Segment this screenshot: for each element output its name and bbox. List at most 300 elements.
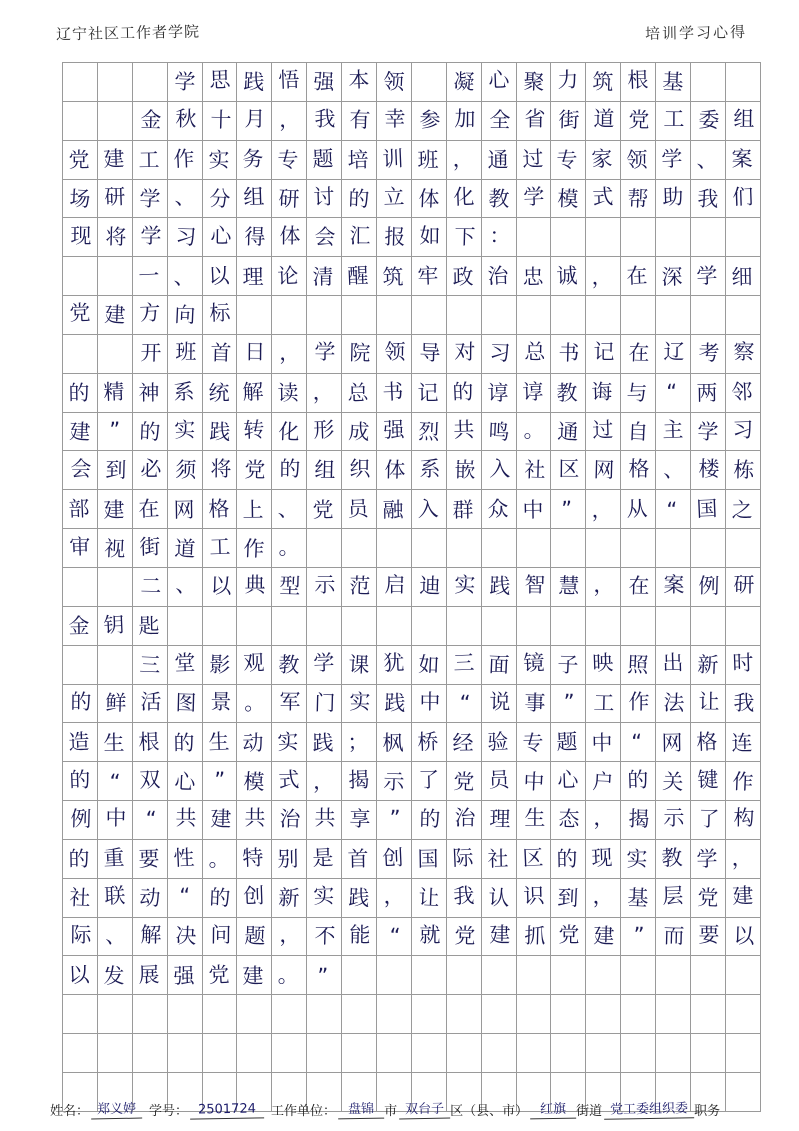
- grid-cell[interactable]: [446, 917, 481, 956]
- grid-cell[interactable]: [237, 140, 272, 179]
- grid-cell[interactable]: [272, 257, 307, 296]
- grid-cell[interactable]: [167, 801, 202, 840]
- grid-cell[interactable]: [586, 684, 621, 723]
- grid-cell[interactable]: [237, 218, 272, 257]
- grid-cell[interactable]: [63, 490, 98, 529]
- grid-cell[interactable]: [132, 296, 167, 335]
- grid-cell[interactable]: [586, 645, 621, 684]
- grid-cell[interactable]: [446, 334, 481, 373]
- grid-cell[interactable]: [586, 1034, 621, 1073]
- grid-cell[interactable]: [307, 412, 342, 451]
- grid-cell[interactable]: [516, 839, 551, 878]
- grid-cell[interactable]: [202, 917, 237, 956]
- grid-cell[interactable]: [237, 1034, 272, 1073]
- grid-cell[interactable]: [586, 606, 621, 645]
- grid-cell[interactable]: [446, 451, 481, 490]
- grid-cell[interactable]: [97, 684, 132, 723]
- grid-cell[interactable]: [446, 490, 481, 529]
- grid-cell[interactable]: [411, 684, 446, 723]
- grid-cell[interactable]: [202, 684, 237, 723]
- grid-cell[interactable]: [167, 956, 202, 995]
- grid-cell[interactable]: [342, 567, 377, 606]
- grid-cell[interactable]: [551, 684, 586, 723]
- grid-cell[interactable]: [656, 412, 691, 451]
- grid-cell[interactable]: [167, 684, 202, 723]
- grid-cell[interactable]: [446, 995, 481, 1034]
- grid-cell[interactable]: [586, 257, 621, 296]
- grid-cell[interactable]: [481, 878, 516, 917]
- grid-cell[interactable]: [97, 995, 132, 1034]
- grid-cell[interactable]: [63, 179, 98, 218]
- grid-cell[interactable]: [551, 140, 586, 179]
- grid-cell[interactable]: [202, 412, 237, 451]
- grid-cell[interactable]: [272, 451, 307, 490]
- grid-cell[interactable]: [237, 956, 272, 995]
- grid-cell[interactable]: [307, 878, 342, 917]
- grid-cell[interactable]: [167, 179, 202, 218]
- grid-cell[interactable]: [167, 567, 202, 606]
- grid-cell[interactable]: [725, 801, 760, 840]
- grid-cell[interactable]: [656, 723, 691, 762]
- grid-cell[interactable]: [656, 140, 691, 179]
- grid-cell[interactable]: [342, 723, 377, 762]
- grid-cell[interactable]: [63, 257, 98, 296]
- grid-cell[interactable]: [342, 373, 377, 412]
- city-value[interactable]: 盘锦: [338, 1098, 384, 1120]
- grid-cell[interactable]: [237, 101, 272, 140]
- grid-cell[interactable]: [272, 723, 307, 762]
- grid-cell[interactable]: [307, 257, 342, 296]
- grid-cell[interactable]: [167, 762, 202, 801]
- grid-cell[interactable]: [272, 412, 307, 451]
- grid-cell[interactable]: [167, 451, 202, 490]
- grid-cell[interactable]: [621, 645, 656, 684]
- grid-cell[interactable]: [516, 179, 551, 218]
- grid-cell[interactable]: [551, 451, 586, 490]
- grid-cell[interactable]: [377, 645, 412, 684]
- grid-cell[interactable]: [586, 490, 621, 529]
- grid-cell[interactable]: [411, 995, 446, 1034]
- grid-cell[interactable]: [725, 1034, 760, 1073]
- grid-cell[interactable]: [237, 606, 272, 645]
- grid-cell[interactable]: [97, 801, 132, 840]
- grid-cell[interactable]: [167, 140, 202, 179]
- grid-cell[interactable]: [691, 956, 726, 995]
- grid-cell[interactable]: [307, 218, 342, 257]
- grid-cell[interactable]: [63, 567, 98, 606]
- grid-cell[interactable]: [621, 762, 656, 801]
- grid-cell[interactable]: [342, 140, 377, 179]
- grid-cell[interactable]: [411, 334, 446, 373]
- grid-cell[interactable]: [272, 995, 307, 1034]
- grid-cell[interactable]: [481, 762, 516, 801]
- grid-cell[interactable]: [586, 140, 621, 179]
- grid-cell[interactable]: [586, 917, 621, 956]
- grid-cell[interactable]: [551, 606, 586, 645]
- grid-cell[interactable]: [307, 684, 342, 723]
- grid-cell[interactable]: [342, 296, 377, 335]
- grid-cell[interactable]: [97, 218, 132, 257]
- grid-cell[interactable]: [307, 451, 342, 490]
- grid-cell[interactable]: [97, 567, 132, 606]
- grid-cell[interactable]: [377, 179, 412, 218]
- grid-cell[interactable]: [725, 257, 760, 296]
- grid-cell[interactable]: [621, 451, 656, 490]
- grid-cell[interactable]: [691, 801, 726, 840]
- grid-cell[interactable]: [167, 334, 202, 373]
- grid-cell[interactable]: [202, 529, 237, 568]
- grid-cell[interactable]: [342, 529, 377, 568]
- grid-cell[interactable]: [377, 567, 412, 606]
- grid-cell[interactable]: [237, 878, 272, 917]
- grid-cell[interactable]: [446, 140, 481, 179]
- grid-cell[interactable]: [656, 839, 691, 878]
- grid-cell[interactable]: [307, 296, 342, 335]
- grid-cell[interactable]: [725, 995, 760, 1034]
- grid-cell[interactable]: [63, 917, 98, 956]
- grid-cell[interactable]: [621, 218, 656, 257]
- grid-cell[interactable]: [237, 257, 272, 296]
- grid-cell[interactable]: [377, 1034, 412, 1073]
- grid-cell[interactable]: [132, 101, 167, 140]
- grid-cell[interactable]: [446, 296, 481, 335]
- grid-cell[interactable]: [237, 334, 272, 373]
- grid-cell[interactable]: [551, 334, 586, 373]
- grid-cell[interactable]: [551, 257, 586, 296]
- grid-cell[interactable]: [551, 101, 586, 140]
- grid-cell[interactable]: [411, 567, 446, 606]
- grid-cell[interactable]: [307, 839, 342, 878]
- name-value[interactable]: 郑义婷: [91, 1098, 142, 1120]
- grid-cell[interactable]: [132, 63, 167, 102]
- grid-cell[interactable]: [63, 645, 98, 684]
- grid-cell[interactable]: [551, 762, 586, 801]
- grid-cell[interactable]: [656, 917, 691, 956]
- grid-cell[interactable]: [691, 218, 726, 257]
- grid-cell[interactable]: [342, 762, 377, 801]
- grid-cell[interactable]: [377, 451, 412, 490]
- grid-cell[interactable]: [621, 140, 656, 179]
- grid-cell[interactable]: [656, 334, 691, 373]
- grid-cell[interactable]: [725, 723, 760, 762]
- grid-cell[interactable]: [516, 490, 551, 529]
- grid-cell[interactable]: [97, 956, 132, 995]
- grid-cell[interactable]: [691, 101, 726, 140]
- grid-cell[interactable]: [411, 723, 446, 762]
- grid-cell[interactable]: [411, 257, 446, 296]
- grid-cell[interactable]: [691, 606, 726, 645]
- grid-cell[interactable]: [656, 956, 691, 995]
- grid-cell[interactable]: [272, 839, 307, 878]
- grid-cell[interactable]: [691, 257, 726, 296]
- grid-cell[interactable]: [132, 645, 167, 684]
- grid-cell[interactable]: [307, 334, 342, 373]
- grid-cell[interactable]: [446, 684, 481, 723]
- grid-cell[interactable]: [167, 412, 202, 451]
- grid-cell[interactable]: [377, 490, 412, 529]
- grid-cell[interactable]: [342, 334, 377, 373]
- grid-cell[interactable]: [97, 257, 132, 296]
- grid-cell[interactable]: [132, 451, 167, 490]
- grid-cell[interactable]: [656, 995, 691, 1034]
- grid-cell[interactable]: [481, 373, 516, 412]
- grid-cell[interactable]: [272, 179, 307, 218]
- grid-cell[interactable]: [516, 529, 551, 568]
- grid-cell[interactable]: [342, 606, 377, 645]
- grid-cell[interactable]: [516, 257, 551, 296]
- grid-cell[interactable]: [132, 1034, 167, 1073]
- grid-cell[interactable]: [725, 490, 760, 529]
- grid-cell[interactable]: [481, 567, 516, 606]
- grid-cell[interactable]: [272, 606, 307, 645]
- grid-cell[interactable]: [202, 218, 237, 257]
- grid-cell[interactable]: [516, 995, 551, 1034]
- grid-cell[interactable]: [167, 723, 202, 762]
- grid-cell[interactable]: [307, 179, 342, 218]
- grid-cell[interactable]: [63, 529, 98, 568]
- grid-cell[interactable]: [411, 606, 446, 645]
- grid-cell[interactable]: [342, 179, 377, 218]
- grid-cell[interactable]: [63, 606, 98, 645]
- grid-cell[interactable]: [202, 101, 237, 140]
- grid-cell[interactable]: [97, 723, 132, 762]
- grid-cell[interactable]: [97, 529, 132, 568]
- grid-cell[interactable]: [272, 567, 307, 606]
- grid-cell[interactable]: [586, 723, 621, 762]
- grid-cell[interactable]: [167, 529, 202, 568]
- grid-cell[interactable]: [411, 412, 446, 451]
- grid-cell[interactable]: [132, 373, 167, 412]
- grid-cell[interactable]: [132, 334, 167, 373]
- grid-cell[interactable]: [725, 296, 760, 335]
- grid-cell[interactable]: [481, 412, 516, 451]
- grid-cell[interactable]: [446, 529, 481, 568]
- grid-cell[interactable]: [202, 1034, 237, 1073]
- grid-cell[interactable]: [481, 334, 516, 373]
- grid-cell[interactable]: [63, 1034, 98, 1073]
- grid-cell[interactable]: [725, 606, 760, 645]
- grid-cell[interactable]: [167, 490, 202, 529]
- grid-cell[interactable]: [656, 762, 691, 801]
- grid-cell[interactable]: [132, 723, 167, 762]
- grid-cell[interactable]: [516, 218, 551, 257]
- grid-cell[interactable]: [411, 451, 446, 490]
- grid-cell[interactable]: [656, 451, 691, 490]
- grid-cell[interactable]: [202, 995, 237, 1034]
- grid-cell[interactable]: [481, 101, 516, 140]
- grid-cell[interactable]: [377, 762, 412, 801]
- grid-cell[interactable]: [167, 373, 202, 412]
- grid-cell[interactable]: [63, 762, 98, 801]
- grid-cell[interactable]: [551, 839, 586, 878]
- grid-cell[interactable]: [691, 878, 726, 917]
- grid-cell[interactable]: [342, 101, 377, 140]
- grid-cell[interactable]: [97, 917, 132, 956]
- grid-cell[interactable]: [656, 606, 691, 645]
- grid-cell[interactable]: [272, 101, 307, 140]
- grid-cell[interactable]: [481, 684, 516, 723]
- grid-cell[interactable]: [551, 218, 586, 257]
- grid-cell[interactable]: [481, 723, 516, 762]
- grid-cell[interactable]: [621, 179, 656, 218]
- street-value[interactable]: 红旗: [530, 1098, 576, 1120]
- grid-cell[interactable]: [516, 63, 551, 102]
- grid-cell[interactable]: [342, 645, 377, 684]
- grid-cell[interactable]: [132, 917, 167, 956]
- grid-cell[interactable]: [272, 490, 307, 529]
- grid-cell[interactable]: [725, 762, 760, 801]
- grid-cell[interactable]: [691, 684, 726, 723]
- grid-cell[interactable]: [446, 762, 481, 801]
- grid-cell[interactable]: [516, 645, 551, 684]
- grid-cell[interactable]: [272, 63, 307, 102]
- grid-cell[interactable]: [516, 762, 551, 801]
- grid-cell[interactable]: [237, 567, 272, 606]
- grid-cell[interactable]: [621, 257, 656, 296]
- grid-cell[interactable]: [551, 179, 586, 218]
- grid-cell[interactable]: [202, 334, 237, 373]
- grid-cell[interactable]: [377, 956, 412, 995]
- grid-cell[interactable]: [411, 63, 446, 102]
- grid-cell[interactable]: [342, 257, 377, 296]
- grid-cell[interactable]: [656, 63, 691, 102]
- grid-cell[interactable]: [586, 567, 621, 606]
- grid-cell[interactable]: [691, 839, 726, 878]
- grid-cell[interactable]: [586, 995, 621, 1034]
- grid-cell[interactable]: [725, 529, 760, 568]
- grid-cell[interactable]: [342, 995, 377, 1034]
- grid-cell[interactable]: [691, 412, 726, 451]
- grid-cell[interactable]: [551, 956, 586, 995]
- grid-cell[interactable]: [725, 839, 760, 878]
- grid-cell[interactable]: [621, 723, 656, 762]
- grid-cell[interactable]: [167, 917, 202, 956]
- grid-cell[interactable]: [656, 296, 691, 335]
- grid-cell[interactable]: [725, 567, 760, 606]
- grid-cell[interactable]: [377, 606, 412, 645]
- grid-cell[interactable]: [516, 606, 551, 645]
- grid-cell[interactable]: [586, 373, 621, 412]
- grid-cell[interactable]: [132, 412, 167, 451]
- grid-cell[interactable]: [132, 567, 167, 606]
- grid-cell[interactable]: [307, 645, 342, 684]
- grid-cell[interactable]: [621, 63, 656, 102]
- grid-cell[interactable]: [272, 296, 307, 335]
- grid-cell[interactable]: [411, 529, 446, 568]
- grid-cell[interactable]: [202, 257, 237, 296]
- grid-cell[interactable]: [656, 645, 691, 684]
- grid-cell[interactable]: [691, 179, 726, 218]
- grid-cell[interactable]: [202, 645, 237, 684]
- grid-cell[interactable]: [272, 801, 307, 840]
- grid-cell[interactable]: [516, 140, 551, 179]
- grid-cell[interactable]: [551, 645, 586, 684]
- grid-cell[interactable]: [551, 995, 586, 1034]
- grid-cell[interactable]: [342, 218, 377, 257]
- grid-cell[interactable]: [725, 917, 760, 956]
- grid-cell[interactable]: [411, 490, 446, 529]
- grid-cell[interactable]: [516, 917, 551, 956]
- grid-cell[interactable]: [481, 451, 516, 490]
- grid-cell[interactable]: [307, 567, 342, 606]
- grid-cell[interactable]: [342, 451, 377, 490]
- grid-cell[interactable]: [621, 1034, 656, 1073]
- grid-cell[interactable]: [446, 63, 481, 102]
- grid-cell[interactable]: [132, 878, 167, 917]
- grid-cell[interactable]: [63, 839, 98, 878]
- grid-cell[interactable]: [97, 101, 132, 140]
- grid-cell[interactable]: [342, 684, 377, 723]
- grid-cell[interactable]: [725, 63, 760, 102]
- grid-cell[interactable]: [307, 1034, 342, 1073]
- grid-cell[interactable]: [691, 451, 726, 490]
- grid-cell[interactable]: [167, 1034, 202, 1073]
- grid-cell[interactable]: [725, 451, 760, 490]
- grid-cell[interactable]: [586, 801, 621, 840]
- grid-cell[interactable]: [411, 917, 446, 956]
- grid-cell[interactable]: [725, 956, 760, 995]
- grid-cell[interactable]: [63, 684, 98, 723]
- grid-cell[interactable]: [202, 373, 237, 412]
- grid-cell[interactable]: [446, 723, 481, 762]
- grid-cell[interactable]: [202, 296, 237, 335]
- grid-cell[interactable]: [586, 839, 621, 878]
- grid-cell[interactable]: [237, 179, 272, 218]
- grid-cell[interactable]: [272, 218, 307, 257]
- grid-cell[interactable]: [621, 296, 656, 335]
- grid-cell[interactable]: [132, 684, 167, 723]
- grid-cell[interactable]: [621, 567, 656, 606]
- grid-cell[interactable]: [725, 101, 760, 140]
- grid-cell[interactable]: [446, 101, 481, 140]
- grid-cell[interactable]: [97, 645, 132, 684]
- grid-cell[interactable]: [307, 762, 342, 801]
- grid-cell[interactable]: [551, 801, 586, 840]
- grid-cell[interactable]: [551, 412, 586, 451]
- grid-cell[interactable]: [237, 296, 272, 335]
- grid-cell[interactable]: [97, 63, 132, 102]
- grid-cell[interactable]: [446, 839, 481, 878]
- grid-cell[interactable]: [621, 412, 656, 451]
- grid-cell[interactable]: [586, 218, 621, 257]
- grid-cell[interactable]: [516, 956, 551, 995]
- grid-cell[interactable]: [272, 334, 307, 373]
- grid-cell[interactable]: [621, 606, 656, 645]
- grid-cell[interactable]: [97, 334, 132, 373]
- grid-cell[interactable]: [481, 1034, 516, 1073]
- grid-cell[interactable]: [167, 63, 202, 102]
- grid-cell[interactable]: [586, 101, 621, 140]
- grid-cell[interactable]: [377, 63, 412, 102]
- grid-cell[interactable]: [411, 373, 446, 412]
- grid-cell[interactable]: [516, 1034, 551, 1073]
- grid-cell[interactable]: [516, 567, 551, 606]
- grid-cell[interactable]: [551, 529, 586, 568]
- grid-cell[interactable]: [63, 63, 98, 102]
- grid-cell[interactable]: [237, 63, 272, 102]
- grid-cell[interactable]: [97, 412, 132, 451]
- grid-cell[interactable]: [691, 140, 726, 179]
- grid-cell[interactable]: [481, 801, 516, 840]
- grid-cell[interactable]: [167, 839, 202, 878]
- grid-cell[interactable]: [342, 490, 377, 529]
- grid-cell[interactable]: [411, 140, 446, 179]
- grid-cell[interactable]: [481, 995, 516, 1034]
- grid-cell[interactable]: [132, 801, 167, 840]
- grid-cell[interactable]: [167, 878, 202, 917]
- grid-cell[interactable]: [621, 529, 656, 568]
- grid-cell[interactable]: [202, 878, 237, 917]
